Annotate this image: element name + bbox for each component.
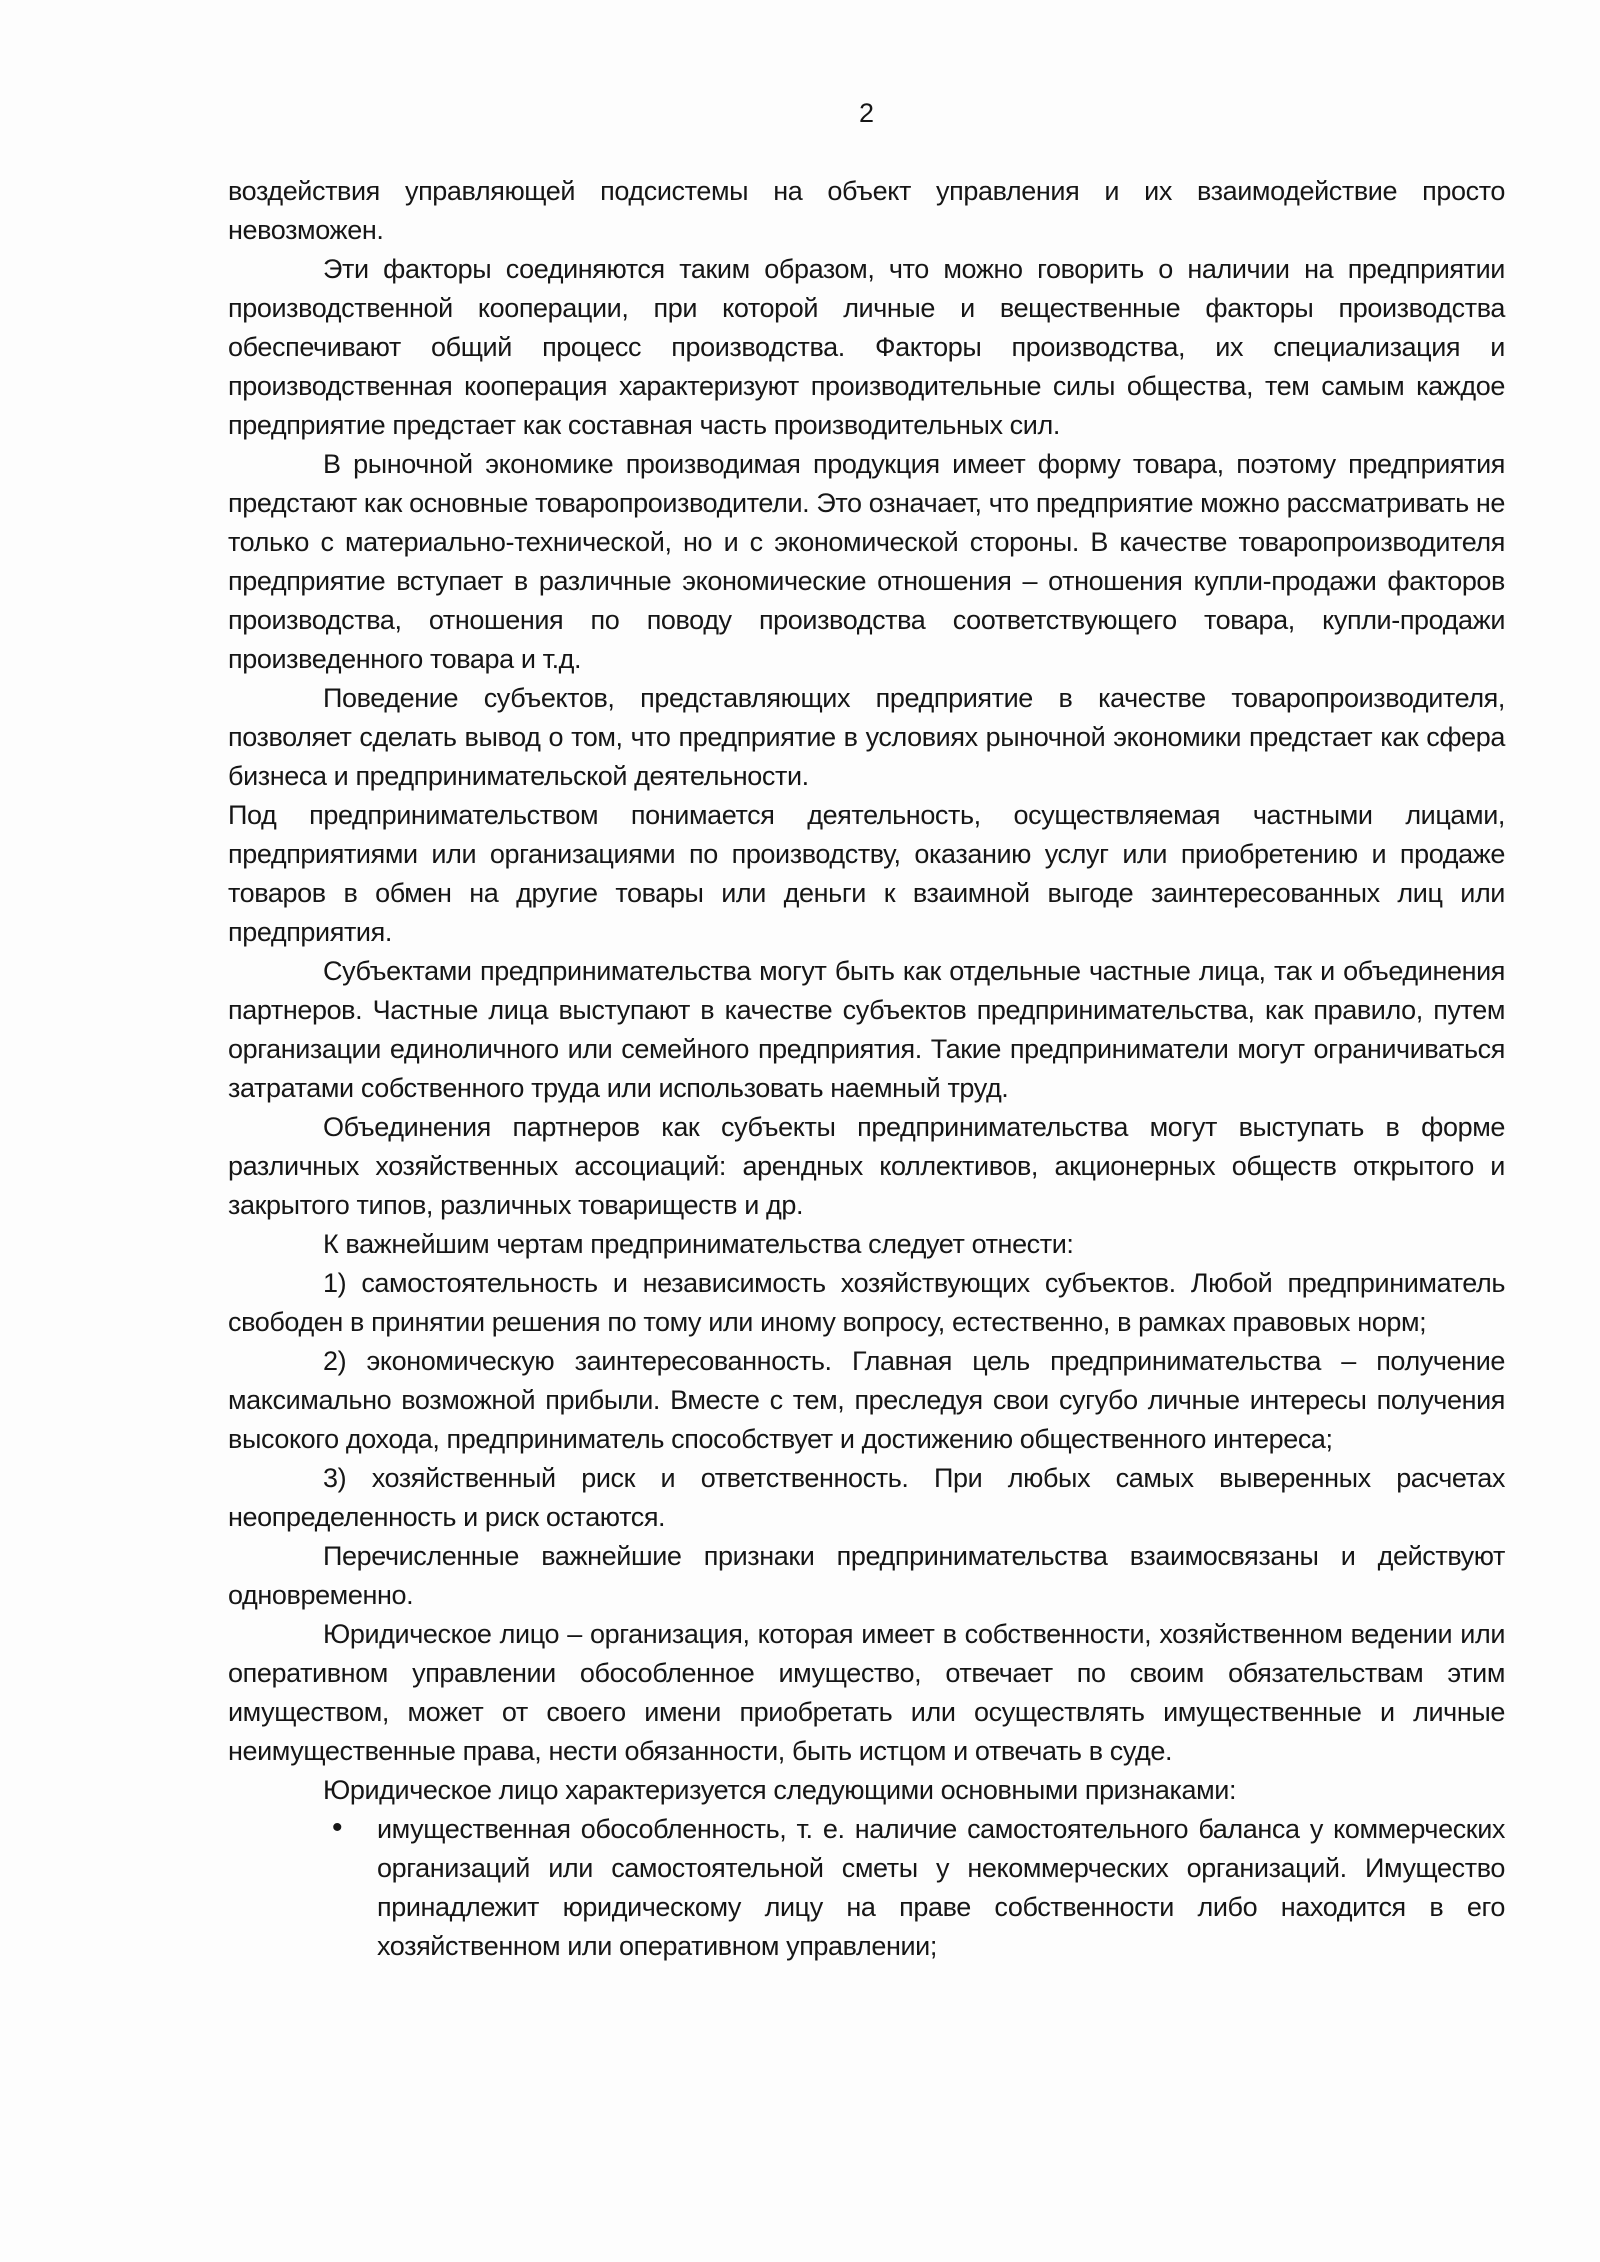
- paragraph: Поведение субъектов, представляющих предприятие в качестве товаропроизводителя, позволяет сделать вывод о том, что предприятие в условиях рыночной экономики предстает как сфера бизнеса и предпринимательской деятельности.: [228, 683, 1505, 791]
- bullet-icon: •: [332, 1811, 343, 1844]
- paragraph-continuation: воздействия управляющей подсистемы на объект управления и их взаимодействие просто невозможен.: [228, 176, 1505, 245]
- list-item: [228, 1810, 1505, 1966]
- numbered-item-2: 2) экономическую заинтересованность. Главная цель предпринимательства – получение максимально возможной прибыли. Вместе с тем, преследуя свои сугубо личные интересы получения высокого дохода, предприниматель способствует и достижению общественного интереса;: [228, 1346, 1505, 1454]
- paragraph: Под предпринимательством понимается деятельность, осуществляемая частными лицами, предприятиями или организациями по производству, оказанию услуг или приобретению и продаже товаров в обмен на другие товары или деньги к взаимной выгоде заинтересованных лиц или предприятия.: [228, 800, 1505, 947]
- document-body: [228, 172, 1505, 1966]
- numbered-item-1: 1) самостоятельность и независимость хозяйствующих субъектов. Любой предприниматель свободен в принятии решения по тому или иному вопросу, естественно, в рамках правовых норм;: [228, 1268, 1505, 1337]
- numbered-item-3: 3) хозяйственный риск и ответственность. При любых самых выверенных расчетах неопределенность и риск остаются.: [228, 1463, 1505, 1532]
- bullet-list: [228, 1810, 1505, 1966]
- paragraph: Юридическое лицо – организация, которая имеет в собственности, хозяйственном ведении или оперативном управлении обособленное имущество, отвечает по своим обязательствам этим имуществом, может от своего имени приобретать или осуществлять имущественные и личные неимущественные права, нести обязанности, быть истцом и отвечать в суде.: [228, 1619, 1505, 1766]
- page-number: 2: [858, 98, 875, 128]
- paragraph: Объединения партнеров как субъекты предпринимательства могут выступать в форме различных хозяйственных ассоциаций: арендных коллективов, акционерных обществ открытого и закрытого типов, различных товариществ и др.: [228, 1112, 1505, 1220]
- paragraph: Перечисленные важнейшие признаки предпринимательства взаимосвязаны и действуют одновременно.: [228, 1541, 1505, 1610]
- list-item-text: имущественная обособленность, т. е. наличие самостоятельного баланса у коммерческих организаций или самостоятельной сметы у некоммерческих организаций. Имущество принадлежит юридическому лицу на праве собственности либо находится в его хозяйственном или оперативном управлении;: [377, 1814, 1505, 1961]
- paragraph: Эти факторы соединяются таким образом, что можно говорить о наличии на предприятии производственной кооперации, при которой личные и вещественные факторы производства обеспечивают общий процесс производства. Факторы производства, их специализация и производственная кооперация характеризуют производительные силы общества, тем самым каждое предприятие предстает как составная часть производительных сил.: [228, 254, 1505, 440]
- paragraph: Субъектами предпринимательства могут быть как отдельные частные лица, так и объединения партнеров. Частные лица выступают в качестве субъектов предпринимательства, как правило, путем организации единоличного или семейного предприятия. Такие предприниматели могут ограничиваться затратами собственного труда или использовать наемный труд.: [228, 956, 1505, 1103]
- paragraph-list-intro: Юридическое лицо характеризуется следующими основными признаками:: [323, 1775, 1237, 1805]
- paragraph: В рыночной экономике производимая продукция имеет форму товара, поэтому предприятия предстают как основные товаропроизводители. Это означает, что предприятие можно рассматривать не только с материально-технической, но и с экономической стороны. В качестве товаропроизводителя предприятие вступает в различные экономические отношения – отношения купли-продажи факторов производства, отношения по поводу производства соответствующего товара, купли-продажи произведенного товара и т.д.: [228, 449, 1505, 674]
- paragraph-list-intro: К важнейшим чертам предпринимательства следует отнести:: [323, 1229, 1074, 1259]
